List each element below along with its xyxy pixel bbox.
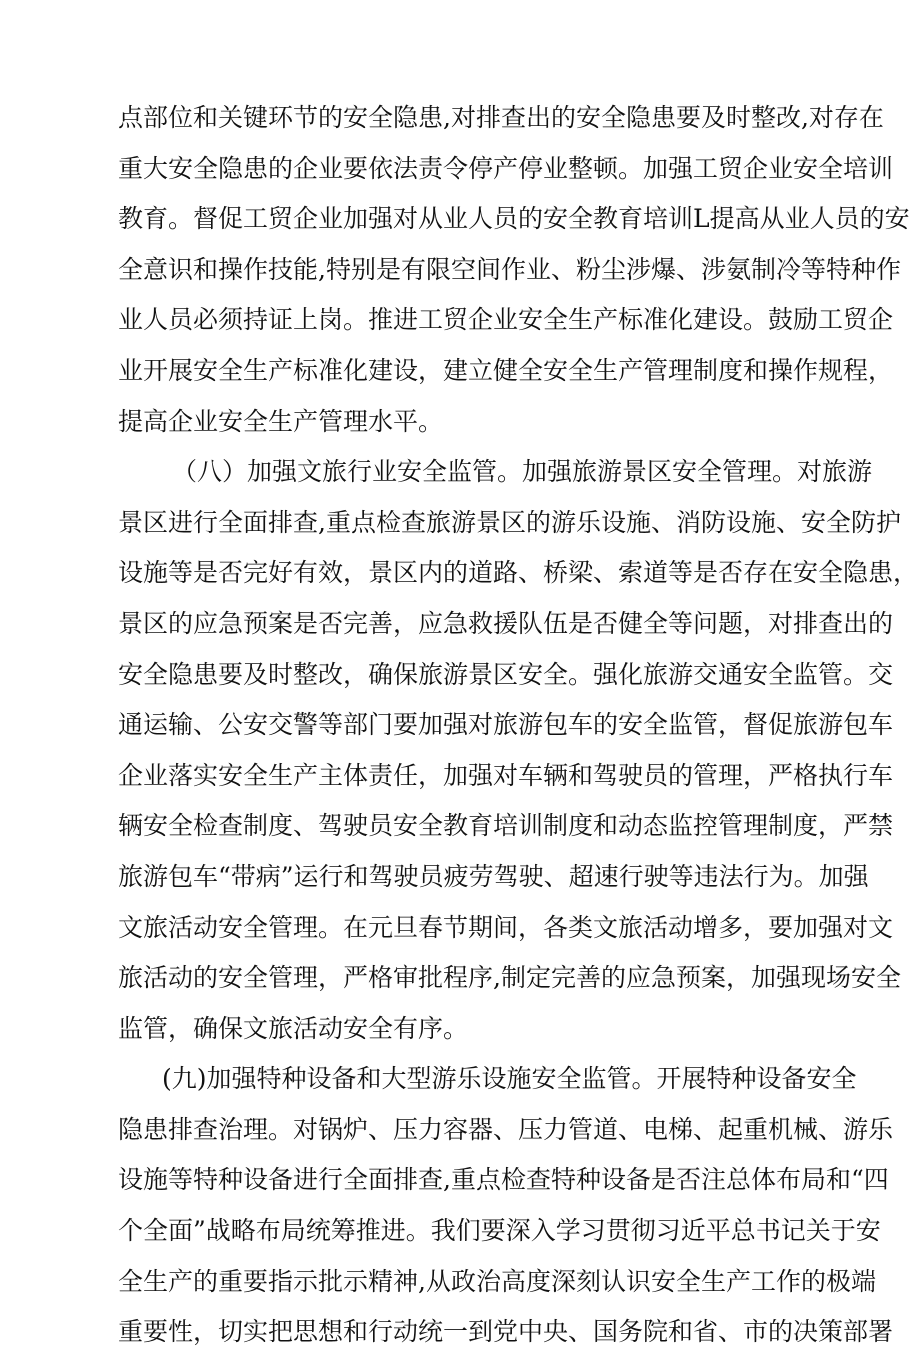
- section-heading-line: （八）加强文旅行业安全监管。加强旅游景区安全管理。对旅游: [172, 457, 873, 487]
- text-line: 安全隐患要及时整改，确保旅游景区安全。强化旅游交通安全监管。交: [118, 659, 894, 689]
- paragraph-industrial-trade: [118, 93, 910, 447]
- text-line: 隐患排查治理。对锅炉、压力容器、压力管道、电梯、起重机械、游乐: [118, 1114, 894, 1144]
- text-line: 全生产的重要指示批示精神,从政治高度深刻认识安全生产工作的极端: [118, 1266, 876, 1296]
- text-line: 旅游包车“带病”运行和驾驶员疲劳驾驶、超速行驶等违法行为。加强: [118, 861, 869, 891]
- document-body: [118, 93, 919, 1358]
- text-line: 通运输、公安交警等部门要加强对旅游包车的安全监管，督促旅游包车: [118, 710, 894, 740]
- text-line: 业开展安全生产标准化建设，建立健全安全生产管理制度和操作规程，: [118, 355, 894, 385]
- paragraph-culture-tourism: [118, 447, 919, 1054]
- text-line: 重大安全隐患的企业要依法责令停产停业整顿。加强工贸企业安全培训: [118, 153, 894, 183]
- text-line: 景区的应急预案是否完善，应急救援队伍是否健全等问题，对排查出的: [118, 608, 894, 638]
- paragraph-special-equipment: [118, 1054, 894, 1358]
- text-line: 设施等特种设备进行全面排查,重点检查特种设备是否注总体布局和“四: [118, 1165, 889, 1195]
- text-line: 文旅活动安全管理。在元旦春节期间，各类文旅活动增多，要加强对文: [118, 912, 894, 942]
- text-line: 旅活动的安全管理，严格审批程序,制定完善的应急预案，加强现场安全: [118, 963, 901, 993]
- text-line: 个全面”战略布局统筹推进。我们要深入学习贯彻习近平总书记关于安: [118, 1216, 881, 1246]
- text-line: 教育。督促工贸企业加强对从业人员的安全教育培训L提高从业人员的安: [118, 204, 910, 234]
- text-line: 设施等是否完好有效，景区内的道路、桥梁、索道等是否存在安全隐患，: [118, 558, 919, 588]
- text-line: 辆安全检查制度、驾驶员安全教育培训制度和动态监控管理制度，严禁: [118, 811, 894, 841]
- text-line: 监管，确保文旅活动安全有序。: [118, 1013, 469, 1043]
- text-line: 提高企业安全生产管理水平。: [118, 406, 444, 436]
- text-line: 业人员必须持证上岗。推进工贸企业安全生产标准化建设。鼓励工贸企: [118, 305, 894, 335]
- section-heading-line: (九)加强特种设备和大型游乐设施安全监管。开展特种设备安全: [162, 1064, 857, 1094]
- text-line: 点部位和关键环节的安全隐患,对排查出的安全隐患要及时整改,对存在: [118, 103, 884, 132]
- text-line: 景区进行全面排查,重点检查旅游景区的游乐设施、消防设施、安全防护: [118, 507, 901, 537]
- text-line: 全意识和操作技能,特别是有限空间作业、粉尘涉爆、涉氨制冷等特种作: [118, 254, 901, 284]
- text-line: 重要性，切实把思想和行动统一到党中央、国务院和省、市的决策部署: [118, 1317, 894, 1347]
- text-line: 企业落实安全生产主体责任，加强对车辆和驾驶员的管理，严格执行车: [118, 760, 894, 790]
